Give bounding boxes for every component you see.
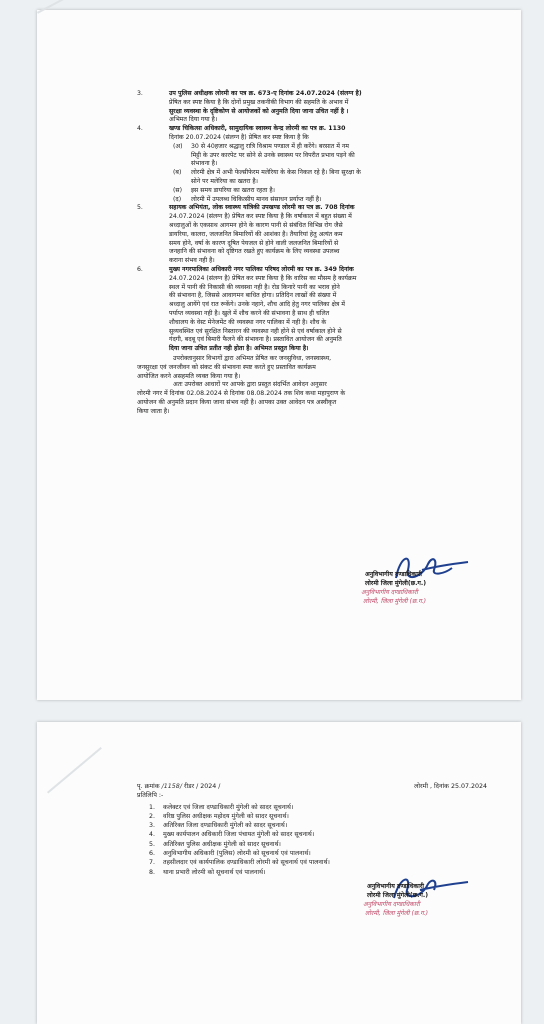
signatory-title: अनुविभागीय दण्डाधिकारी: [367, 883, 425, 890]
text-line: सोने पर मलेरिया का खतरा है।: [191, 177, 259, 185]
copy-number: 2.: [149, 812, 156, 820]
finding-item: [137, 266, 507, 354]
sub-point: [167, 187, 507, 196]
copy-number: 3.: [149, 822, 156, 830]
copy-number: 5.: [149, 840, 156, 848]
text-line: कराना संभव नही है।: [169, 257, 215, 265]
text-line: सुव्यवस्थित एवं सुरक्षित निस्तारन की व्यवस्था नही होने से एवं वर्षाकाल होने से: [169, 327, 342, 335]
text-line: जनसुरक्षा एवं जनजीवन को संकट की संभावना स्पष्ट करते हुए प्रस्तावित कार्यक्रम: [137, 363, 316, 371]
sub-point-marker: (स): [173, 186, 183, 194]
findings-list: [137, 90, 507, 354]
text-line: पर्याप्त व्यवस्था नही है। खुले में शौच करने की संभावना है साथ ही चलित: [169, 309, 330, 317]
text-line: किया जाता है।: [137, 407, 170, 415]
text-line: श्रध्दालु आयेंगे एवं रात रूकेंगे। उनके नहाने, शौच आदि हेतु नगर पालिका क्षेत्र में: [169, 301, 345, 309]
sub-point-marker: (अ): [173, 142, 183, 150]
text-line: 30 से 40हजार श्रद्धालु रात्रि विश्राम पण्डाल में ही करेंगे। बरसात में नम: [191, 142, 350, 150]
text-line: आयोजन की अनुमति प्रदान किया जाना संभव नही है। आपका उक्त आवेदन पत्र अस्वीकृत: [137, 398, 337, 406]
copy-number: 7.: [149, 859, 156, 867]
copy-number: 1.: [149, 803, 156, 811]
paper-fold-shadow: [47, 747, 102, 794]
sub-point-marker: (द): [173, 195, 182, 203]
signatory-office: लोरमी जिला मुंगेली(छ.ग.): [367, 892, 429, 899]
copy-text: मुख्य कार्यपालन अधिकारी जिला पंचायत मुंगेली को सादर सूचनार्थ।: [163, 831, 315, 839]
document-page-2: [37, 722, 521, 1024]
text-line: आयोजित करने असहमति व्यक्त किया गया है।: [137, 372, 241, 380]
item-number: 5.: [137, 204, 143, 212]
text-line: डायरिया, कालरा, जलजनित बिमारियों की आशंका है। तैयारियां हेतु अत्यंत कम: [169, 230, 343, 238]
copy-text: थाना प्रभारी लोरमी को सूचनार्थ एवं पालनार्थ।: [163, 868, 266, 876]
seal-stamp-line: अनुविभागीय दण्डाधिकारी: [361, 589, 418, 596]
copy-text: अतिरिक्त जिला दण्डाधिकारी मुंगेली को सादर सूचनार्थ।: [163, 822, 288, 830]
copy-recipient: [149, 803, 487, 812]
text-line: सुरक्षा व्यवस्था के दृष्टिकोण से आयोजकों को अनुमति दिया जाना उचित नहीं है ।: [169, 107, 349, 115]
text-line: खण्ड चिकित्सा अधिकारी, सामुदायिक स्वास्थ्य केन्द्र लोरमी का पत्र क्र. 1130: [169, 125, 346, 133]
conclusion-paragraph-1: [137, 355, 507, 381]
text-line: उपरोक्तानुसार विभागों द्वारा अभिमत प्रेषित कर जनसुविधा, जनस्वास्थ्य,: [173, 354, 332, 362]
signature-block: [361, 570, 427, 606]
page2-body: [137, 782, 487, 877]
text-line: प्रेषित कर स्पष्ट किया है कि दोनों प्रमुख तकनीकी विभाग की सहमति के अभाव में: [169, 98, 349, 106]
item-number: 6.: [137, 265, 143, 273]
copy-list: [149, 803, 487, 877]
conclusion-paragraph-2: [137, 381, 507, 416]
text-line: समय होने, वर्षा के कारण दूषित पेयजल से होने वाली जलजनित बिमारियों से: [169, 239, 339, 247]
text-line: लोरमी नगर में दिनांक 02.08.2024 से दिनांक 08.08.2024 तक शिव कथा महापुराण के: [137, 390, 346, 398]
paper-fold-shadow: [37, 0, 91, 14]
copy-to-label: प्रतिलिपि :-: [137, 792, 164, 800]
text-line: स्थल में पानी की निकासी की व्यवस्था नही है। रोड किनारे पानी का भराव होने: [169, 283, 340, 291]
place-date: लोरमी , दिनांक 25.07.2024: [414, 783, 487, 790]
text-line: सहायक अभियंता, लोक स्वास्थ्य यांत्रिकी उपखण्ड लोरमी का पत्र क्र. 708 दिनांक: [169, 204, 355, 212]
text-line: संभावना है।: [191, 160, 218, 168]
text-line: मिट्टी के उपर कारपेट पर सोने से उनके स्वास्थ्य पर विपरीत प्रभाव पड़ने की: [191, 151, 355, 159]
copy-number: 8.: [149, 868, 156, 876]
sub-point-marker: (ब): [173, 169, 182, 177]
copy-text: अतिरिक्त पुलिस अधीक्षक मुंगेली को सादर सूचनार्थ।: [163, 840, 281, 848]
text-line: लोरमी क्षेत्र में अभी फेल्सीफेरम मलेरिया के केस निकल रहे है। बिना सुरक्षा के: [191, 169, 361, 177]
copy-text: कलेक्टर एवं जिला दण्डाधिकारी मुंगेली को सादर सूचनार्थ।: [163, 803, 294, 811]
text-line: दिया जाना उचित प्रतीत नही होता है। अभिमत प्रस्तुत किया है।: [169, 345, 309, 353]
text-line: इस समय डायरिया का खतरा रहता है।: [191, 186, 275, 194]
text-line: मुख्य नगरपालिका अधिकारी नगर पालिका परिषद लोरमी का पत्र क्र. 349 दिनांक: [169, 265, 354, 273]
text-line: शौचालय के वेस्ट मेनेजमेंट की व्यवस्था नगर पालिका में नही है। शौच के: [169, 318, 327, 326]
copy-recipient: [149, 830, 487, 839]
sub-point: [167, 169, 507, 187]
item-number: 3.: [137, 90, 143, 97]
text-line: श्रध्दालुओं के एकसाथ आगमन होने के कारण पानी से संबंधित विभिन्न रोग जैसे: [169, 221, 343, 229]
copy-recipient: [149, 812, 487, 821]
reference-header: [137, 782, 487, 791]
item-number: 4.: [137, 125, 143, 133]
text-line: जनहानि की संभावना को दृष्टिगत रखते हुए कार्यक्रम के लिए व्यवस्था उपलब्ध: [169, 248, 340, 256]
finding-item: [137, 204, 507, 266]
signature-block: [363, 882, 429, 918]
seal-stamp-line: अनुविभागीय दण्डाधिकारी: [363, 901, 420, 908]
text-line: उप पुलिस अधीक्षक लोरमी का पत्र क्र. 673-ए दिनांक 24.07.2024 (संलग्न है): [169, 90, 362, 97]
finding-item: [137, 90, 507, 125]
text-line: अभिमत दिया गया है।: [169, 116, 218, 124]
copy-number: 4.: [149, 831, 156, 839]
seal-stamp-line: लोरमी, जिला मुंगेली (छ.ग.): [363, 598, 427, 605]
text-line: लोरमी में उपलब्ध चिकित्सीय मानव संसाधन प्रर्याप्त नहीं है।: [191, 195, 322, 203]
text-line: दिनांक 20.07.2024 (संलग्न है) प्रेषित कर स्पष्ट किया है कि: [169, 133, 309, 141]
text-line: गंदगी, बदबू एवं बिमारी फैलने की संभावना है। प्रस्तावित आयोजन की अनुमति: [169, 336, 342, 344]
reference-handwritten-number: /1158/: [161, 783, 182, 790]
reference-label: पृ. क्रमांक: [137, 783, 160, 790]
signatory-title: अनुविभागीय दण्डाधिकारी: [365, 571, 423, 578]
page1-body: [137, 90, 507, 416]
copy-recipient: [149, 821, 487, 830]
copy-number: 6.: [149, 850, 156, 858]
seal-stamp-line: लोरमी, जिला मुंगेली (छ.ग.): [365, 910, 429, 917]
reference-suffix: रीडर / 2024 /: [183, 783, 221, 790]
sub-point: [167, 143, 507, 169]
document-page-1: [37, 10, 521, 700]
copy-recipient: [149, 858, 487, 867]
signatory-office: लोरमी जिला मुंगेली(छ.ग.): [365, 580, 427, 587]
copy-text: तहसीलदार एवं कार्यपालिक दण्डाधिकारी लोरमी को सूचनार्थ एवं पालनार्थ।: [163, 859, 330, 867]
text-line: अतः उपरोक्त आधारों पर आपके द्वारा प्रस्तुत संदर्भित आवेदन अनुसार: [173, 381, 327, 389]
text-line: की संभावना है, जिससे आवागमन बाधित होगा। प्रतिदिन लाखों की संख्या में: [169, 292, 337, 300]
reference-number: [137, 782, 220, 791]
copy-recipient: [149, 840, 487, 849]
copy-recipient: [149, 849, 487, 858]
copy-text: वरिष्ठ पुलिस अधीक्षक महोदय मुंगेली को सादर सूचनार्थ।: [163, 812, 289, 820]
finding-item: [137, 125, 507, 204]
text-line: 24.07.2024 (संलग्न है) प्रेषित कर स्पष्ट किया है कि वारिस का मौसम है कार्यक्रम: [169, 274, 357, 282]
copy-text: अनुविभागीय अधिकारी (पुलिस) लोरमी को सूचनार्थ एवं पालनार्थ।: [163, 850, 311, 858]
text-line: 24.07.2024 (संलग्न है) प्रेषित कर स्पष्ट किया है कि वर्षाकाल में बहुत संख्या में: [169, 213, 352, 221]
